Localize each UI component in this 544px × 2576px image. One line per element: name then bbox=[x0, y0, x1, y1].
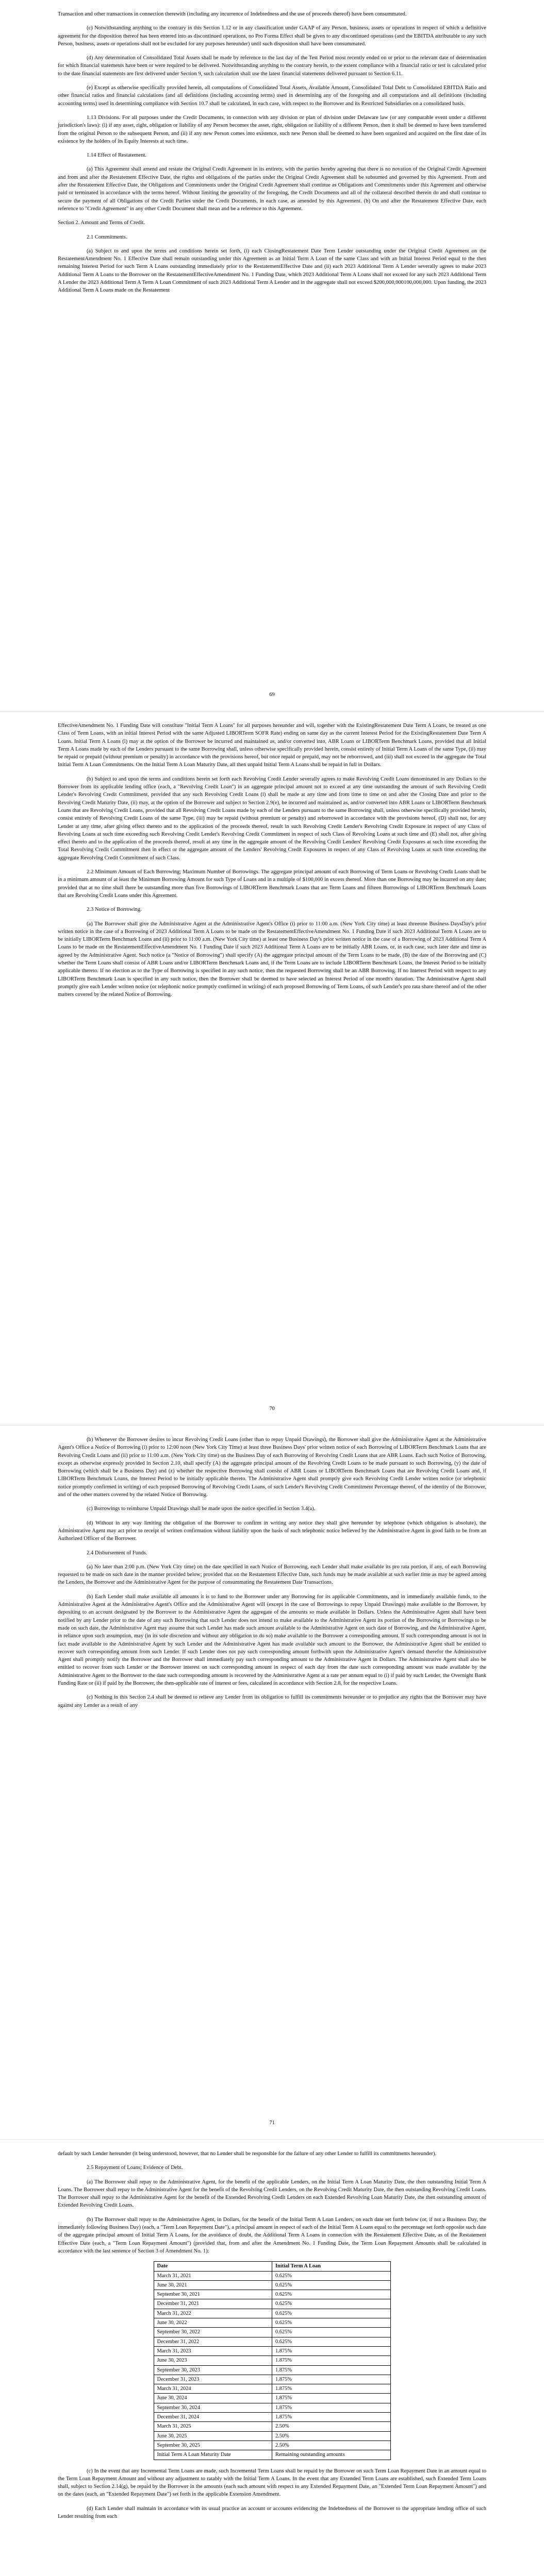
percentage-cell: 0.625% bbox=[272, 2328, 391, 2337]
repayment-schedule-table bbox=[154, 2261, 391, 2460]
percentage-cell: Remaining outstanding amounts bbox=[272, 2450, 391, 2460]
table-body bbox=[154, 2271, 390, 2460]
table-row bbox=[154, 2384, 390, 2394]
percentage-cell: 2.50% bbox=[272, 2431, 391, 2441]
page-number: 70 bbox=[269, 1405, 275, 1412]
date-cell: March 31, 2021 bbox=[154, 2271, 272, 2280]
table-row bbox=[154, 2403, 390, 2412]
paragraph: (d) Each Lender shall maintain in accordance with its usual practice an account or accounts evidencing the Indebtedness of the Borrower to the appropriate lending office of such Lender resulting from each bbox=[58, 2505, 486, 2519]
table-row bbox=[154, 2365, 390, 2375]
paragraph: (a) This Agreement shall amend and restate the Original Credit Agreement in its entirety, with the parties hereby agreeing that there is no novation of the Original Credit Agreement and from and after the Restatement Effective Date, the rights and obligations of the parties under the Original Credit Agreement shall be subsumed and governed by this Agreement. From and after the Restatement Effective Date, the Obligations and Commitments under the Original Credit Agreement shall continue as Obligations and Commitments under this Agreement and otherwise paid or terminated in accordance with the terms hereof. Without limiting the generality of the foregoing, the Credit Documents and all of the collateral described therein do and shall continue to secure the payment of all Obligations of the Credit Parties under the Credit Documents, in each case, as amended by this Agreement. (b) On and after the Restatement Effective Date, each reference to "Credit Agreement" in any other Credit Document shall mean and be a reference to this Agreement. bbox=[58, 166, 486, 212]
date-cell: Initial Term A Loan Maturity Date bbox=[154, 2450, 272, 2460]
date-cell: March 31, 2023 bbox=[154, 2346, 272, 2355]
percentage-cell: 1.875% bbox=[272, 2346, 391, 2355]
percentage-cell: 0.625% bbox=[272, 2309, 391, 2318]
paragraph: EffectiveAmendment No. 1 Funding Date will constitute "Initial Term A Loans" for all purposes hereunder and will, together with the ExistingRestatement Date Term A Loans, be treated as one Class of Term Loans, with an initial Interest Period with the same Adjusted LIBORTerm SOFR Rate) ending on same day as the current Interest Period for the ExistingRestatement Date Term A Loans. Initial Term A Loans (i) may at the option of the Borrower be incurred and maintained as, and/or converted into, ABR Loans or LIBORTerm Benchmark Loans, provided that all Initial Term A Loans made by each of the Lenders pursuant to the same Borrowing shall, unless otherwise specifically provided herein, consist entirely of Initial Term A Loans of the same Type, (ii) may be repaid or prepaid (without premium or penalty) in accordance with the provisions hereof, but once repaid or prepaid, may not be reborrowed, and (iii) shall not exceed in the aggregate the Total Initial Term A Loan Commitments. On the Initial Term A Loan Maturity Date, all then unpaid Initial Term A Loans shall be repaid in full in Dollars. bbox=[58, 723, 486, 768]
table-row bbox=[154, 2450, 390, 2460]
date-cell: June 30, 2023 bbox=[154, 2356, 272, 2365]
table-row bbox=[154, 2328, 390, 2337]
table-row bbox=[154, 2309, 390, 2318]
date-cell: December 31, 2021 bbox=[154, 2299, 272, 2309]
paragraph: (b) The Borrower shall repay to the Administrative Agent, in Dollars, for the benefit of the Initial Term A Loan Lenders, on each date set forth below (or, if not a Business Day, the immediately following Business Day) (each, a "Term Loan Repayment Date"), a principal amount in respect of each of the Initial Term A Loans equal to the percentage set forth opposite such date of the aggregate principal amount of Initial Term A Loans, for the avoidance of doubt, the Additional Term A Loans in connection with the Restatement Effective Date, as of the Restatement Effective Date (each, a "Term Loan Repayment Amount") (provided that, from and after the Amendment No. 1 Funding Date, the Term Loan Repayment Amounts shall be calculated in accordance with the last sentence of Section 3 of Amendment No. 1): bbox=[58, 2216, 486, 2254]
paragraph: Transaction and other transactions in connection therewith (including any incurrence of Indebtedness and the use of proceeds thereof) have been consummated. bbox=[58, 11, 407, 17]
percentage-cell: 2.50% bbox=[272, 2422, 391, 2431]
date-cell: March 31, 2025 bbox=[154, 2422, 272, 2431]
table-row bbox=[154, 2422, 390, 2431]
paragraph: (d) Any determination of Consolidated Total Assets shall be made by reference to the last day of the Test Period most recently ended on or prior to the relevant date of determination for which financial statements have been or were required to be delivered. Notwithstanding anything to the contrary herein, to the extent compliance with a financial ratio or test is calculated prior to the date financial statements are first delivered under Section 9, such calculation shall use the latest financial statements delivered pursuant to Section 6.11. bbox=[58, 55, 486, 77]
date-cell: December 31, 2022 bbox=[154, 2337, 272, 2346]
paragraph: (b) Whenever the Borrower desires to incur Revolving Credit Loans (other than to repay Unpaid Drawings), the Borrower shall give the Administrative Agent at the Administrative Agent's Office a Notice of Borrowing (i) prior to 12:00 noon (New York City Time) at least three Business Days' prior written notice of each Borrowing of LIBORTerm Benchmark Loans that are Revolving Credit Loans and (ii) prior to 11:00 a.m. (New York City time) on the Business Day of each Borrowing of Revolving Credit Loans that are ABR Loans. Each such Notice of Borrowing, except as otherwise expressly provided in Section 2.10, shall specify (A) the aggregate principal amount of the Revolving Credit Loans to be made pursuant to such Borrowing, (y) the date of Borrowing (which shall be a Business Day) and (z) whether the respective Borrowing shall consist of ABR Loans or LIBORTerm Benchmark Loans that are Revolving Credit Loans and, if LIBORTerm Benchmark Loans, the Interest Period to be initially applicable thereto. The Administrative Agent shall promptly give each Revolving Credit Lender written notice (or telephonic notice promptly confirmed in writing) of each proposed Borrowing of Revolving Credit Loans, of such Lender's Revolving Credit Commitment Percentage thereof, of the identity of the Borrower, and of the other matters covered by the related Notice of Borrowing. bbox=[58, 1437, 486, 1498]
table-row bbox=[154, 2337, 390, 2346]
paragraph: (e) Except as otherwise specifically provided herein, all computations of Consolidated Total Assets, Available Amount, Consolidated Total Debt to Consolidated EBITDA Ratio and other financial ratios and financial calculations (and all definitions (including accounting terms) used in determining any of the foregoing and all computations and all definitions (including accounting terms) used in determining compliance with Section 10.7 shall be calculated, in each case, with respect to the Borrower and its Restricted Subsidiaries on a consolidated basis. bbox=[58, 85, 486, 107]
table-row bbox=[154, 2290, 390, 2299]
document-page-71 bbox=[0, 1426, 544, 2139]
date-cell: March 31, 2022 bbox=[154, 2309, 272, 2318]
percentage-cell: 0.625% bbox=[272, 2299, 391, 2309]
document-page-72 bbox=[0, 2140, 544, 2576]
paragraph: (a) No later than 2:00 p.m. (New York City time) on the date specified in each Notice of Borrowing, each Lender shall make available its pro rata portion, if any, of each Borrowing requested to be made on such date in the manner provided below; provided that on the Restatement Effective Date, such funds may be made available at such earlier time as may be agreed among the Lenders, the Borrower and the Administrative Agent for the purpose of consummating the Restatement Date Transactions. bbox=[58, 1564, 486, 1586]
section-heading: 2.1 Commitments. bbox=[87, 234, 127, 240]
percentage-cell: 2.50% bbox=[272, 2441, 391, 2450]
document-page-69 bbox=[0, 0, 544, 711]
column-header-date: Date bbox=[154, 2262, 272, 2271]
date-cell: September 30, 2023 bbox=[154, 2365, 272, 2375]
date-cell: December 31, 2024 bbox=[154, 2413, 272, 2422]
percentage-cell: 0.625% bbox=[272, 2337, 391, 2346]
paragraph: 1.13 Divisions. For all purposes under the Credit Documents, in connection with any division or plan of division under Delaware law (or any comparable event under a different jurisdiction's laws): (i) if any asset, right, obligation or liability of any Person becomes the asset, right, obligation or liability of a different Person, then it shall be deemed to have been transferred from the original Person to the subsequent Person, and (ii) if any new Person comes into existence, such new Person shall be deemed to have been organized and acquired on the first date of its existence by the holders of its Equity Interests at such time. bbox=[58, 114, 486, 144]
percentage-cell: 1.875% bbox=[272, 2403, 391, 2412]
percentage-cell: 0.625% bbox=[272, 2271, 391, 2280]
paragraph: (b) Subject to and upon the terms and conditions herein set forth each Revolving Credit Lender severally agrees to make Revolving Credit Loans denominated in any Dollars to the Borrower from its applicable lending office (each, a "Revolving Credit Loan") in an aggregate principal amount not to exceed at any time outstanding the amount of such Revolving Credit Lender's Revolving Credit Commitment, provided that any such Revolving Credit Loans (i) shall be made at any time and from time to time on and after the Closing Date and prior to the Revolving Credit Maturity Date, (ii) may, at the option of the Borrower and subject to Section 2.9(e), be incurred and maintained as, and/or converted into ABR Loans or LIBORTerm Benchmark Loans that are Revolving Credit Loans, provided that all Revolving Credit Loans made by each of the Lenders pursuant to the same Borrowing shall, unless otherwise specifically provided herein, consist entirely of Revolving Credit Loans of the same Type, (iii) may be repaid (without premium or penalty) and reborrowed in accordance with the provisions hereof, (D) shall not, for any Lender at any time, after giving effect thereto and to the application of the proceeds thereof, result in such Revolving Credit Lender's Revolving Credit Exposure in respect of any Class of Revolving Loans at such time exceeding such Revolving Credit Lender's Revolving Credit Commitment in respect of such Class of Revolving Loans at such time and (E) shall not, after giving effect thereto and to the application of the proceeds thereof, result at any time in the aggregate amount of the Revolving Credit Lenders' Revolving Credit Exposures at such time exceeding the Total Revolving Credit Commitment then in effect or the aggregate amount of the Lenders' Revolving Credit Exposures in respect of any Class of Revolving Loans at such time exceeding the aggregate Revolving Credit Commitment of such Class. bbox=[58, 776, 486, 861]
table-row bbox=[154, 2299, 390, 2309]
table-row bbox=[154, 2271, 390, 2280]
section-heading: Section 2. Amount and Terms of Credit. bbox=[58, 220, 145, 226]
percentage-cell: 1.875% bbox=[272, 2413, 391, 2422]
paragraph: 2.2 Minimum Amount of Each Borrowing; Maximum Number of Borrowings. The aggregate principal amount of each Borrowing of Term Loans or Revolving Credit Loans shall be in a minimum amount of at least the Minimum Borrowing Amount for such Type of Loans and in a multiple of $100,000 in excess thereof. More than one Borrowing may be incurred on any date; provided that at no time shall there be outstanding more than five Borrowings of LIBORTerm Benchmark Loans that are Term Loans and fifteen Borrowings of LIBORTerm Benchmark Loans that are Revolving Credit Loans under this Agreement. bbox=[58, 869, 486, 899]
date-cell: June 30, 2021 bbox=[154, 2280, 272, 2290]
table-row bbox=[154, 2318, 390, 2328]
date-cell: June 30, 2025 bbox=[154, 2431, 272, 2441]
date-cell: December 31, 2023 bbox=[154, 2375, 272, 2384]
date-cell: March 31, 2024 bbox=[154, 2384, 272, 2394]
date-cell: September 30, 2022 bbox=[154, 2328, 272, 2337]
paragraph: default by such Lender hereunder (it being understood, however, that no Lender shall be responsible for the failure of any other Lender to fulfill its commitments hereunder). bbox=[58, 2151, 437, 2157]
table-row bbox=[154, 2431, 390, 2441]
table-row bbox=[154, 2375, 390, 2384]
date-cell: June 30, 2024 bbox=[154, 2394, 272, 2403]
page-number: 71 bbox=[269, 2120, 275, 2126]
paragraph: (a) The Borrower shall give the Administrative Agent at the Administrative Agent's Office (i) prior to 11:00 a.m. (New York City time) at least threeone Business DaysDay's prior written notice in the case of a Borrowing of 2023 Additional Term A Loans to be made on the RestatementEffectiveAmendment No. 1 Funding Date if such 2023 Additional Term A Loans are to be initially LIBORTerm Benchmark Loans and (ii) prior to 11:00 a.m. (New York City time) at least one Business Day's prior written notice in the case of a Borrowing of 2023 Additional Term A Loans to be made on the RestatementEffectiveAmendment No. 1 Funding Date if such 2023 Additional Term A Loans are to be initially ABR Loans, or, in each case, such later date and time as agreed by the Administrative Agent. Such notice (a "Notice of Borrowing") shall specify (A) the aggregate principal amount of the Term Loans to be made, (B) the date of the Borrowing and (C) whether the Term Loans shall consist of ABR Loans and/or LIBORTerm Benchmark Loans and, if the Term Loans are to include LIBORTerm Benchmark Loans, the Interest Period to be initially applicable thereto. If no election as to the Type of Borrowing is specified in any such notice, then the requested Borrowing shall be an ABR Borrowing. If no Interest Period with respect to any LIBORTerm Benchmark Loan is specified in any such notice, then the Borrower shall be deemed to have selected an Interest Period of one month's duration. The Administrative Agent shall promptly give each Lender written notice (or telephonic notice promptly confirmed in writing) of each proposed Borrowing of Term Loans, of such Lender's pro rata share thereof and of the other matters covered by the related Notice of Borrowing. bbox=[58, 921, 486, 998]
column-header-initial-term-a-loan: Initial Term A Loan bbox=[272, 2262, 391, 2271]
table-row bbox=[154, 2394, 390, 2403]
table-header-row bbox=[154, 2262, 390, 2271]
date-cell: September 30, 2025 bbox=[154, 2441, 272, 2450]
paragraph: (c) Nothing in this Section 2.4 shall be deemed to relieve any Lender from its obligation to fulfill its commitments hereunder or to prejudice any rights that the Borrower may have against any Lender as a result of any bbox=[58, 1694, 486, 1708]
percentage-cell: 0.625% bbox=[272, 2290, 391, 2299]
percentage-cell: 1.875% bbox=[272, 2365, 391, 2375]
section-heading: 2.5 Repayment of Loans; Evidence of Debt. bbox=[87, 2165, 183, 2171]
paragraph: (a) The Borrower shall repay to the Administrative Agent, for the benefit of the applicable Lenders, on the Initial Term A Loan Maturity Date, the then outstanding Initial Term A Loans. The Borrower shall repay to the Administrative Agent for the benefit of the Revolving Credit Lenders, on the Revolving Credit Maturity Date, the then outstanding Revolving Credit Loans. The Borrower shall repay to the Administrative Agent for the benefit of the Extended Revolving Credit Lenders on each Extended Revolving Loan Maturity Date, the then outstanding amount of Extended Revolving Credit Loans. bbox=[58, 2179, 486, 2209]
page-number: 69 bbox=[269, 691, 275, 698]
table-row bbox=[154, 2280, 390, 2290]
percentage-cell: 1.875% bbox=[272, 2356, 391, 2365]
table-row bbox=[154, 2441, 390, 2450]
paragraph: (c) In the event that any Incremental Term Loans are made, such Incremental Term Loans shall be repaid by the Borrower on such Term Loan Repayment Date in an amount equal to the Term Loan Repayment Amount and without any adjustment to ratably with the Initial Term A Loans. In the event that any Extended Term Loans are established, such Extended Term Loans shall, subject to Section 2.14(g), be repaid by the Borrower in the amounts (each such amount with respect to any Extended Repayment Date, an "Extended Term Loan Repayment Amount") and on the dates (each, an "Extended Repayment Date") set forth in the applicable Extension Amendment. bbox=[58, 2468, 486, 2498]
paragraph: (c) Notwithstanding anything to the contrary in this Section 1.12 or in any classification under GAAP of any Person, business, assets or operations in respect of which a definitive agreement for the disposition thereof has been entered into as discontinued operations, no Pro Forma Effect shall be given to any discontinued operations (and the EBITDA attributable to any such Person, business, assets or operations shall not be excluded for any purposes hereunder) until such disposition shall have been consummated. bbox=[58, 25, 486, 47]
percentage-cell: 0.625% bbox=[272, 2280, 391, 2290]
percentage-cell: 0.625% bbox=[272, 2318, 391, 2328]
table-row bbox=[154, 2413, 390, 2422]
paragraph: (a) Subject to and upon the terms and conditions herein set forth, (i) each ClosingRestatement Date Term Lender outstanding under the Original Credit Agreement on the RestatementAmendment No. 1 Effective Date shall remain outstanding under this Agreement as an Initial Term A Loan of the same Class and with an Initial Interest Period equal to the then remaining Interest Period for such Term A Loans outstanding immediately prior to the RestatementEffective Date and (ii) each 2023 Additional Term A Lender severally agrees to make 2023 Additional Term A Loans to the Borrower on the RestatementEffectiveAmendment No. 1 Funding Date, which 2023 Additional Term A Loans shall not exceed for any such 2023 Additional Term A Lender the 2023 Additional Term A Term A Loan Commitment of such 2023 Additional Term A Lender and in the aggregate shall not exceed $200,000,000100,000,000. Upon funding, the 2023 Additional Term A Loans made on the Restatement bbox=[58, 248, 486, 294]
section-heading: 1.14 Effect of Restatement. bbox=[87, 152, 147, 159]
table-row bbox=[154, 2346, 390, 2355]
section-heading: 2.4 Disbursement of Funds. bbox=[87, 1550, 147, 1556]
paragraph: (d) Without in any way limiting the obligation of the Borrower to confirm in writing any notice they shall give hereunder by telephone (which obligation is absolute), the Administrative Agent may act prior to receipt of written confirmation without liability upon the basis of such telephonic notice believed by the Administrative Agent in good faith to be from an Authorized Officer of the Borrower. bbox=[58, 1520, 486, 1542]
table-row bbox=[154, 2356, 390, 2365]
percentage-cell: 1.875% bbox=[272, 2394, 391, 2403]
document-page-70 bbox=[0, 711, 544, 1425]
date-cell: September 30, 2024 bbox=[154, 2403, 272, 2412]
section-heading: 2.3 Notice of Borrowing. bbox=[87, 907, 142, 913]
percentage-cell: 1.875% bbox=[272, 2384, 391, 2394]
paragraph: (c) Borrowings to reimburse Unpaid Drawings shall be made upon the notice specified in Section 3.4(a). bbox=[87, 1506, 316, 1512]
date-cell: September 30, 2021 bbox=[154, 2290, 272, 2299]
percentage-cell: 1.875% bbox=[272, 2375, 391, 2384]
paragraph: (b) Each Lender shall make available all amounts it is to fund to the Borrower under any Borrowing for its applicable Commitments, and in immediately available funds, to the Administrative Agent at the Administrative Agent's Office and the Administrative Agent will (except in the case of Borrowings to repay Unpaid Drawings) make available to the Borrower, by depositing to an account designated by the Borrower to the Administrative Agent the aggregate of the amounts so made available in Dollars. Unless the Administrative Agent shall have been notified by any Lender prior to the date of any such Borrowing that such Lender does not intend to make available to the Administrative Agent its portion of the Borrowing or Borrowings to be made on such date, the Administrative Agent may assume that such Lender has made such amount available to the Administrative Agent on such date of Borrowing, and the Administrative Agent, in reliance upon such assumption, may (in its sole discretion and without any obligation to do so) make available to the Borrower a corresponding amount. If such corresponding amount is not in fact made available to the Administrative Agent by such Lender and the Administrative Agent has made available such amount to the Borrower, the Administrative Agent shall be entitled to recover such corresponding amount from such Lender. If such Lender does not pay such corresponding amount forthwith upon the Administrative Agent's demand therefor the Administrative Agent shall promptly notify the Borrower and the Borrower shall immediately pay such corresponding amount to the Administrative Agent in Dollars. The Administrative Agent shall also be entitled to recover from such Lender or the Borrower interest on such corresponding amount in respect of each day from the date such corresponding amount was made available by the Administrative Agent to the Borrower to the date such corresponding amount is recovered by the Administrative Agent at a rate per annum equal to (i) if paid by such Lender, the Overnight Bank Funding Rate or (ii) if paid by the Borrower, the then-applicable rate of interest or fees, calculated in accordance with Section 2.8, for the respective Loans. bbox=[58, 1594, 486, 1687]
date-cell: June 30, 2022 bbox=[154, 2318, 272, 2328]
